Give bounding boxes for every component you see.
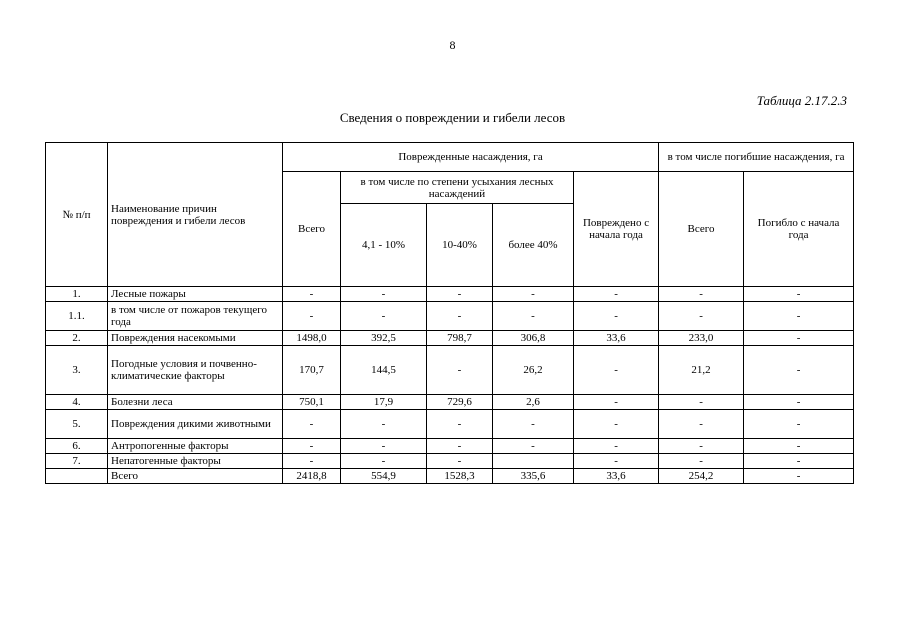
cell-d3: - bbox=[493, 410, 574, 439]
header-drying-1: 4,1 - 10% bbox=[341, 204, 427, 287]
table-row bbox=[46, 454, 854, 469]
cell-dead-since: - bbox=[744, 439, 854, 454]
cell-num: 7. bbox=[46, 454, 108, 469]
header-num: № п/п bbox=[46, 143, 108, 287]
table-row bbox=[46, 346, 854, 395]
cell-num: 2. bbox=[46, 331, 108, 346]
cell-total: 170,7 bbox=[283, 346, 341, 395]
header-damaged-group: Поврежденные насаждения, га bbox=[283, 143, 659, 172]
cell-name: Болезни леса bbox=[108, 395, 283, 410]
table-row bbox=[46, 439, 854, 454]
cell-num: 4. bbox=[46, 395, 108, 410]
cell-since: - bbox=[574, 439, 659, 454]
cell-d1: 144,5 bbox=[341, 346, 427, 395]
table-row bbox=[46, 331, 854, 346]
cell-d3: - bbox=[493, 439, 574, 454]
header-dead-total: Всего bbox=[659, 172, 744, 287]
table-body bbox=[46, 287, 854, 484]
cell-since: - bbox=[574, 302, 659, 331]
cell-dead-total: 233,0 bbox=[659, 331, 744, 346]
cell-since: - bbox=[574, 346, 659, 395]
cell-num: 6. bbox=[46, 439, 108, 454]
table-title: Сведения о повреждении и гибели лесов bbox=[339, 110, 566, 125]
cell-name: Повреждения насекомыми bbox=[108, 331, 283, 346]
cell-total: 750,1 bbox=[283, 395, 341, 410]
cell-d2: - bbox=[427, 410, 493, 439]
cell-d1: - bbox=[341, 410, 427, 439]
cell-dead-total: - bbox=[659, 287, 744, 302]
cell-name: Антропогенные факторы bbox=[108, 439, 283, 454]
cell-d2: 1528,3 bbox=[427, 469, 493, 484]
cell-dead-total: - bbox=[659, 410, 744, 439]
cell-d3: 306,8 bbox=[493, 331, 574, 346]
table-row bbox=[46, 395, 854, 410]
cell-d2: - bbox=[427, 439, 493, 454]
cell-d1: - bbox=[341, 454, 427, 469]
cell-total: - bbox=[283, 454, 341, 469]
page-number: 8 bbox=[449, 38, 456, 52]
cell-since: 33,6 bbox=[574, 469, 659, 484]
cell-dead-since: - bbox=[744, 287, 854, 302]
cell-num: 1. bbox=[46, 287, 108, 302]
cell-dead-total: - bbox=[659, 439, 744, 454]
cell-dead-since: - bbox=[744, 454, 854, 469]
cell-dead-since: - bbox=[744, 410, 854, 439]
cell-since: - bbox=[574, 410, 659, 439]
cell-dead-total: - bbox=[659, 302, 744, 331]
cell-since: - bbox=[574, 395, 659, 410]
cell-d3: - bbox=[493, 287, 574, 302]
cell-dead-since: - bbox=[744, 469, 854, 484]
cell-d3: 2,6 bbox=[493, 395, 574, 410]
cell-since: - bbox=[574, 454, 659, 469]
cell-dead-since: - bbox=[744, 331, 854, 346]
cell-total: - bbox=[283, 302, 341, 331]
cell-d1: 554,9 bbox=[341, 469, 427, 484]
header-drying-2: 10-40% bbox=[427, 204, 493, 287]
cell-dead-since: - bbox=[744, 302, 854, 331]
cell-d2: 729,6 bbox=[427, 395, 493, 410]
cell-d3: - bbox=[493, 302, 574, 331]
header-damaged-since-start: Повреждено с начала года bbox=[574, 172, 659, 287]
cell-name: Лесные пожары bbox=[108, 287, 283, 302]
cell-d3 bbox=[493, 454, 574, 469]
cell-num bbox=[46, 469, 108, 484]
cell-d2: - bbox=[427, 302, 493, 331]
header-dead-group: в том числе погибшие насаждения, га bbox=[659, 143, 854, 172]
cell-dead-since: - bbox=[744, 395, 854, 410]
cell-d1: - bbox=[341, 302, 427, 331]
cell-d2: 798,7 bbox=[427, 331, 493, 346]
cell-d1: 17,9 bbox=[341, 395, 427, 410]
cell-name: Непатогенные факторы bbox=[108, 454, 283, 469]
cell-name: Повреждения дикими животными bbox=[108, 410, 283, 439]
cell-dead-total: 254,2 bbox=[659, 469, 744, 484]
table-row bbox=[46, 410, 854, 439]
cell-d2: - bbox=[427, 346, 493, 395]
cell-name: в том числе от пожаров текущего года bbox=[108, 302, 283, 331]
cell-d2: - bbox=[427, 287, 493, 302]
cell-total: - bbox=[283, 439, 341, 454]
table-row bbox=[46, 469, 854, 484]
cell-num: 3. bbox=[46, 346, 108, 395]
header-drying-group: в том числе по степени усыхания лесных насаждений bbox=[341, 172, 574, 204]
cell-total: 2418,8 bbox=[283, 469, 341, 484]
cell-dead-total: - bbox=[659, 395, 744, 410]
cell-dead-since: - bbox=[744, 346, 854, 395]
table-row bbox=[46, 302, 854, 331]
cell-dead-total: 21,2 bbox=[659, 346, 744, 395]
cell-d1: - bbox=[341, 287, 427, 302]
cell-num: 5. bbox=[46, 410, 108, 439]
cell-d1: - bbox=[341, 439, 427, 454]
header-damaged-total: Всего bbox=[283, 172, 341, 287]
cell-d3: 335,6 bbox=[493, 469, 574, 484]
cell-d1: 392,5 bbox=[341, 331, 427, 346]
cell-since: 33,6 bbox=[574, 331, 659, 346]
cell-dead-total: - bbox=[659, 454, 744, 469]
cell-total: 1498,0 bbox=[283, 331, 341, 346]
damage-table bbox=[45, 142, 854, 484]
cell-total: - bbox=[283, 287, 341, 302]
cell-since: - bbox=[574, 287, 659, 302]
cell-num: 1.1. bbox=[46, 302, 108, 331]
table-row bbox=[46, 287, 854, 302]
header-name: Наименование причин повреждения и гибели лесов bbox=[108, 143, 283, 287]
cell-total: - bbox=[283, 410, 341, 439]
cell-d2: - bbox=[427, 454, 493, 469]
table-id: Таблица 2.17.2.3 bbox=[756, 93, 847, 108]
header-dead-since-start: Погибло с начала года bbox=[744, 172, 854, 287]
cell-name: Погодные условия и почвенно-климатические факторы bbox=[108, 346, 283, 395]
cell-name: Всего bbox=[108, 469, 283, 484]
header-drying-3: более 40% bbox=[493, 204, 574, 287]
cell-d3: 26,2 bbox=[493, 346, 574, 395]
